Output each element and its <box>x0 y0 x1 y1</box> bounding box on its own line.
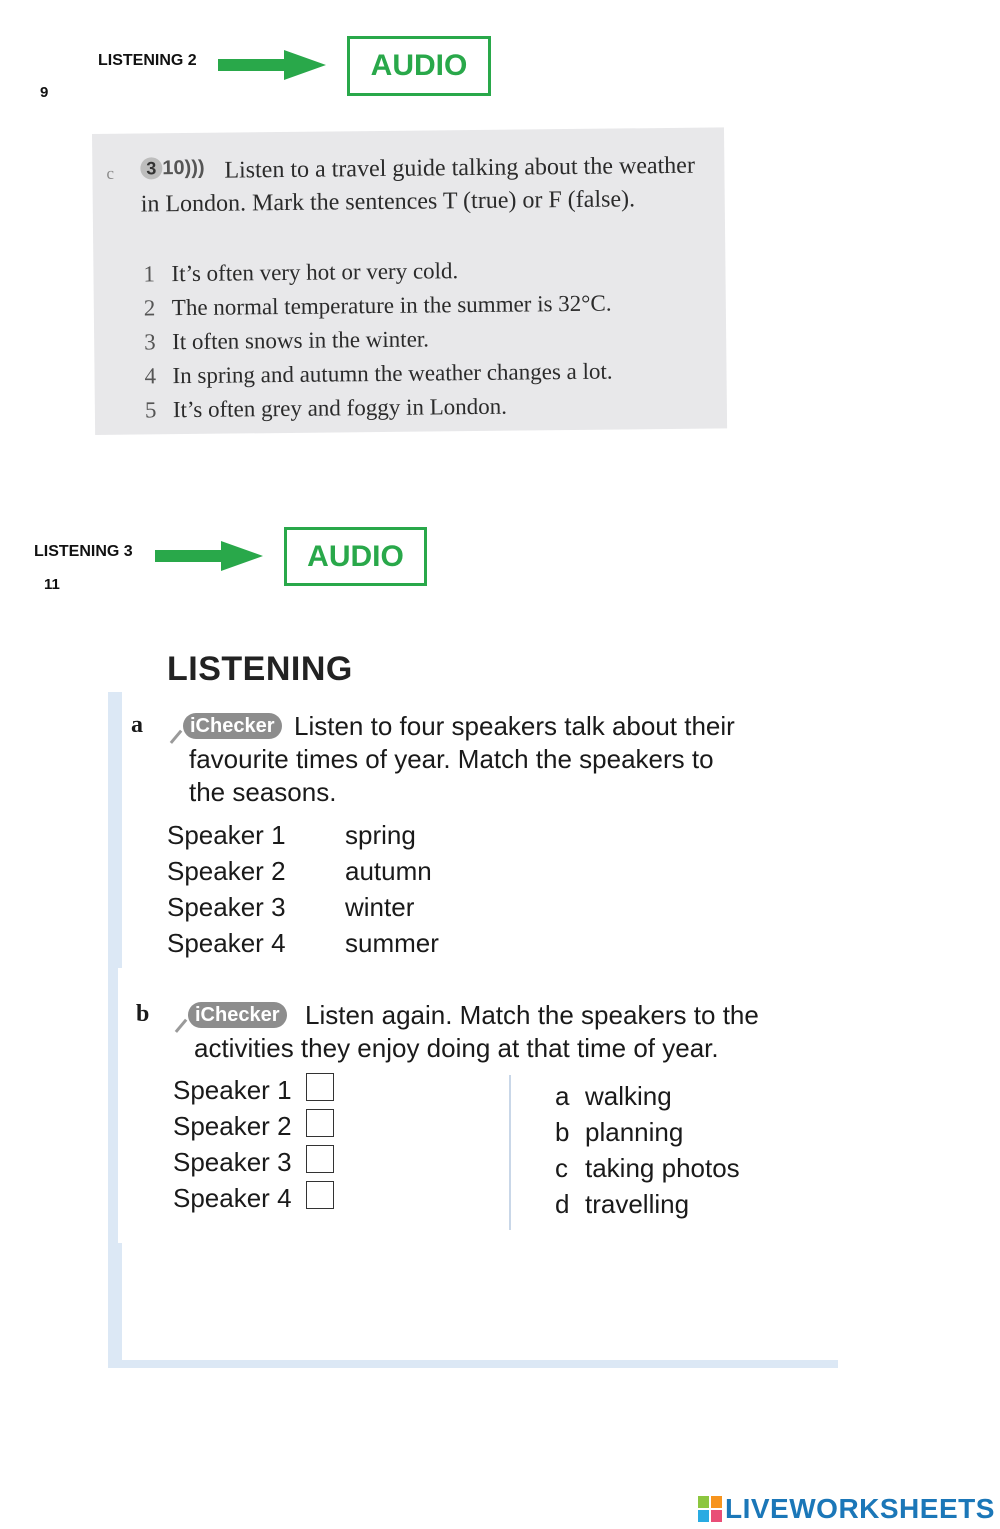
frame-gap <box>118 968 126 1243</box>
list-item <box>144 355 612 394</box>
option-letter: a <box>555 1081 570 1111</box>
item-text: The normal temperature in the summer is 32°C. <box>171 290 612 321</box>
speaker-label: Speaker 3 <box>167 892 286 922</box>
answer-box-speaker-1[interactable] <box>306 1073 334 1101</box>
list-item <box>143 253 611 292</box>
frame-border-bottom <box>108 1360 838 1368</box>
item-number: 5 <box>144 397 157 423</box>
speaker-label: Speaker 3 <box>173 1147 292 1177</box>
answer-box-speaker-4[interactable] <box>306 1181 334 1209</box>
season-label: autumn <box>345 856 432 886</box>
season-label: summer <box>345 928 439 958</box>
option-text: walking <box>585 1081 672 1111</box>
track-number-2: 10 <box>162 157 185 180</box>
brand-name: LIVEWORKSHEETS <box>725 1493 995 1524</box>
speaker-label: Speaker 4 <box>167 928 286 958</box>
exercise-b-instruction-2: activities they enjoy doing at that time of year. <box>194 1033 719 1063</box>
exercise-c-scan <box>92 127 727 435</box>
item-text: In spring and autumn the weather changes a lot. <box>172 358 613 389</box>
item-text: It often snows in the winter. <box>172 326 430 355</box>
ichecker-label: iChecker <box>195 1004 280 1026</box>
liveworksheets-logo-icon <box>698 1496 722 1522</box>
speaker-label: Speaker 1 <box>167 820 286 850</box>
column-divider <box>509 1075 511 1230</box>
speaker-waves-icon: ))) <box>184 156 205 180</box>
item-text: It’s often very hot or very cold. <box>171 258 459 287</box>
exercise-b-instruction-1: Listen again. Match the speakers to the <box>305 1000 759 1030</box>
list-item <box>145 389 613 428</box>
answer-box-speaker-2[interactable] <box>306 1109 334 1137</box>
item-number: 2 <box>143 295 156 321</box>
season-label: winter <box>345 892 415 922</box>
ichecker-badge <box>188 1002 287 1028</box>
audio-button-listening-3[interactable]: AUDIO <box>284 527 427 586</box>
activity-option <box>555 1189 689 1220</box>
exercise-b-letter: b <box>136 1001 150 1027</box>
speaker-label: Speaker 2 <box>173 1111 292 1141</box>
item-text: It’s often grey and foggy in London. <box>172 393 508 423</box>
item-number: 1 <box>143 261 156 287</box>
option-text: travelling <box>585 1189 690 1219</box>
season-label: spring <box>345 820 416 850</box>
item-number: 3 <box>144 329 156 355</box>
exercise-a-letter: a <box>131 712 143 738</box>
page-number-9: 9 <box>40 84 49 101</box>
list-item <box>144 287 612 326</box>
liveworksheets-brand[interactable] <box>698 1493 995 1525</box>
arrow-right-icon <box>155 541 265 571</box>
audio-button-listening-2[interactable]: AUDIO <box>347 36 491 96</box>
option-letter: d <box>555 1189 570 1219</box>
arrow-right-icon <box>218 50 328 80</box>
exercise-c-instruction: Listen to a travel guide talking about the weather in London. Mark the sentences T (true) or F (false). <box>140 152 696 218</box>
answer-box-speaker-3[interactable] <box>306 1145 334 1173</box>
track-number: 3 <box>140 157 162 179</box>
ichecker-badge <box>183 713 282 739</box>
option-text: planning <box>585 1117 684 1147</box>
speaker-label: Speaker 2 <box>167 856 286 886</box>
listening-2-label: LISTENING 2 <box>98 52 197 69</box>
list-item <box>144 321 612 360</box>
speaker-label: Speaker 4 <box>173 1183 292 1213</box>
listening-3-label: LISTENING 3 <box>34 543 133 560</box>
exercise-a-instruction-2: favourite times of year. Match the speakers to <box>189 744 714 774</box>
exercise-a-instruction-1: Listen to four speakers talk about their <box>294 711 735 741</box>
activity-option <box>555 1117 683 1148</box>
option-text: taking photos <box>585 1153 740 1183</box>
speaker-label: Speaker 1 <box>173 1075 292 1105</box>
exercise-c-letter: c <box>106 163 115 183</box>
section-heading: LISTENING <box>167 650 353 688</box>
activity-option <box>555 1153 740 1184</box>
activity-option <box>555 1081 672 1112</box>
page-number-11: 11 <box>44 576 60 593</box>
item-number: 4 <box>144 363 157 389</box>
ichecker-label: iChecker <box>190 715 275 737</box>
exercise-c-items <box>143 253 613 428</box>
option-letter: c <box>555 1153 568 1183</box>
exercise-a-instruction-3: the seasons. <box>189 777 337 807</box>
option-letter: b <box>555 1117 570 1147</box>
